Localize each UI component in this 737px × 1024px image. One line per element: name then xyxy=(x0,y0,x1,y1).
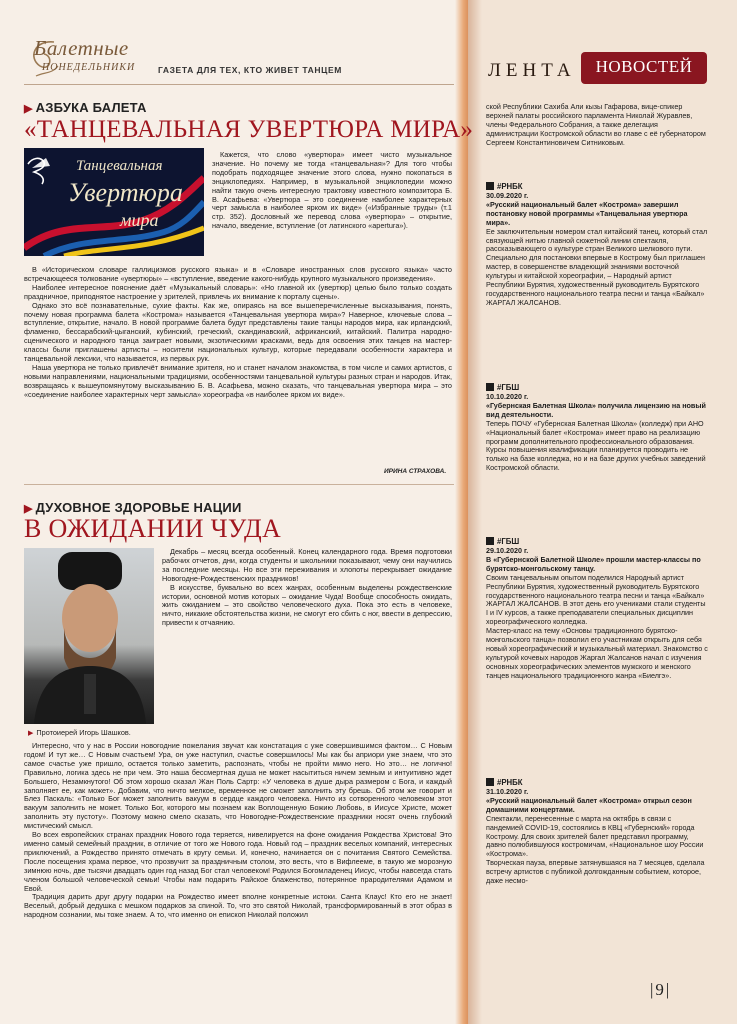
header-rule xyxy=(24,84,454,85)
priest-portrait-graphic xyxy=(24,548,154,724)
news-tag-text: #РНБК xyxy=(497,182,523,191)
news-item xyxy=(486,547,708,681)
triangle-bullet-icon: ▶ xyxy=(28,730,34,737)
news-item-tag xyxy=(486,778,523,787)
article-divider xyxy=(24,484,454,485)
article2-rubric-text: ДУХОВНОЕ ЗДОРОВЬЕ НАЦИИ xyxy=(35,500,242,515)
news-item xyxy=(486,788,708,886)
article2-title: В ОЖИДАНИИ ЧУДА xyxy=(24,514,282,543)
article1-banner-image xyxy=(24,148,204,256)
news-body: Творческая пауза, впервые затянувшаяся на 7 месяцев, сделала встречу артистов с публикой долгожданным событием, которое, даже несмо- xyxy=(486,858,705,886)
article1-title: «ТАНЦЕВАЛЬНАЯ УВЕРТЮРА МИРА» xyxy=(24,116,474,143)
article2-rubric xyxy=(24,500,242,515)
orange-page-edge xyxy=(455,0,469,1024)
article2-paragraph: Во всех европейских странах праздник Нового года теряется, нивелируется на фоне ожидания Рождества Христова! Это именно самый семейный праздник, в отличие от того же Нового года. Новый год – праздник веселых компаний, интересных приключений, а Рождество принято отмечать в кругу семьи. И, конечно, начинается он с почитания Святого Семейства. После посещения храма первое, что прозвучит за праздничным столом, это весть, что в Вифлееме, в такую же морозную зимнюю ночь, две тысячи двадцать один год назад Бог стал человеком! Родился Богомладенец Иисус, чтобы навсегда стать членом большой человеческой семьи! Чтобы нам подарить Райское блаженство, потерянное прародителями Адамом и Евой. xyxy=(24,830,452,893)
photo-caption-text: Протоиерей Игорь Шашков. xyxy=(36,728,131,737)
news-tag-text: #ГБШ xyxy=(497,537,520,546)
photo-caption xyxy=(28,728,131,737)
article2-paragraph: Традиция дарить друг другу подарки на Рождество имеет вполне конкретные истоки. Санта Клаус! Кто его не знает! Веселый, добрый дедушка с мешком подарков за спиной. То, что это святой Николай, трансформированный в этот образ в народном сознании, мы тоже знаем. А то, что именно он епископ Николай положил xyxy=(24,892,452,920)
banner-line2: Увертюра xyxy=(68,178,183,207)
news-item-tag xyxy=(486,537,519,546)
news-feed-word2: НОВОСТЕЙ xyxy=(595,57,693,76)
news-body: Своим танцевальным опытом поделился Народный артист Республики Бурятия, художественный руководитель Бурятского государственного национального театра песни и танца «Байкал» ЖАРГАЛ ЖАЛСАНОВ. В этот день его учениками стали студенты I и IV курсов, а также преподаватели специальных дисциплин хореографического колледжа. xyxy=(486,572,706,627)
news-tag-text: #ГБШ xyxy=(497,383,520,392)
news-feed-header xyxy=(478,48,718,88)
article2-body-bottom xyxy=(24,742,452,920)
article1-paragraph: Наша увертюра не только привлечёт внимание зрителя, но и станет началом знакомства, в том числе и самих артистов, с новыми направлениями, национальными традициями, особенностями танцевальной культуры разных стран и народов. Итак, возвращаясь к вышеупомянутому высказыванию Б. В. Асафьева, можно сказать, что танцевальная увертюра мира – это «соединение наиболее характерных черт замысла» хореографа «в наиболее ярком их виде». xyxy=(24,362,452,399)
news-item xyxy=(486,192,708,308)
article1-body xyxy=(24,266,452,400)
article1-paragraph: Наиболее интересное пояснение даёт «Музыкальный словарь»: «Но главной их (увертюр) целью было только создать праздничное, приподнятое настроение у зрителей, привлечь их внимание к порталу сцены». xyxy=(24,282,452,301)
triangle-bullet-icon: ▶ xyxy=(24,503,33,515)
article1-rubric xyxy=(24,100,147,115)
article1-rubric-text: АЗБУКА БАЛЕТА xyxy=(35,100,147,115)
square-bullet-icon xyxy=(486,778,494,786)
news-headline: В «Губернской Балетной Школе» прошли мастер-классы по бурятско-монгольскому танцу. xyxy=(486,554,701,573)
news-date: 10.10.2020 г. xyxy=(486,392,529,401)
news-date: 31.10.2020 г. xyxy=(486,787,529,796)
article1-paragraph: В «Историческом словаре галлицизмов русского языка» и в «Словаре иностранных слов русского языка» часто встречающееся толкование «увертюры» – «вступление, введение какого-нибудь крупного музыкального произведения». xyxy=(24,265,452,283)
article2-paragraph: Декабрь – месяц всегда особенный. Конец календарного года. Время подготовки рабочих отчетов, дни, когда студенты и школьники показывают, чему они научились за последние месяцы. Но все эти переживания и хлопоты перекрывает ожидание Новогодне-Рождественских праздников! xyxy=(162,547,452,583)
news-item-tag xyxy=(486,182,523,191)
banner-line3: мира xyxy=(120,210,159,230)
news-headline: «Русский национальный балет «Кострома» открыл сезон домашними концертами. xyxy=(486,795,692,814)
logo-line1: Балетные xyxy=(34,36,129,60)
triangle-bullet-icon: ▶ xyxy=(24,103,33,115)
news-tag-text: #РНБК xyxy=(497,778,523,787)
page-number: |9| xyxy=(650,980,672,999)
news-column-shade xyxy=(468,0,482,1024)
news-body: Теперь ПОЧУ «Губернская Балетная Школа» (колледж) при АНО «Национальный балет «Кострома» имеет право на реализацию программ дополнительного профессионального образования. Курсы повышения квалификации планируется проводить не только на базе колледжа, но и на базе других учебных заведений Костромской области. xyxy=(486,418,706,473)
news-item xyxy=(486,393,708,473)
news-body: Мастер-класс на тему «Основы традиционного бурятско-монгольского танца» позволил его участникам открыть для себя новый хореографический и музыкальный материал. Знакомство с культурой кочевых народов Жаргал Жалсанов начал с изучения основных хореографических элементов мужского и женского танцев национального традиционного жанра «Биелгэ». xyxy=(486,626,708,680)
article1-signature: ИРИНА СТРАХОВА. xyxy=(384,468,447,475)
news-date: 29.10.2020 г. xyxy=(486,546,529,555)
news-body: Ее заключительным номером стал китайский танец, который стал связующей нитью главной сюжетной линии спектакля, рассказывающего о культуре стран Великого шелкового пути. Специально для постановки впервые в Кострому был приглашен мастер, в совершенстве владеющий знаниями восточной культуры и китайской хореографии, – Народный артист Республики Бурятия, художественный руководитель Бурятского государственного национального театра песни и танца «Байкал» ЖАРГАЛ ЖАЛСАНОВ. xyxy=(486,226,708,307)
article2-body-top xyxy=(162,548,452,628)
news-intro-text: ской Республики Сахиба Али кызы Гафарова, вице-спикер верхней палаты российского парламента Николай Журавлев, члены Федерального Собрания, а также делегация администрации Костромской области во главе с её губернатором Сергеем Константиновичем Ситниковым. xyxy=(486,102,706,147)
article1-intro xyxy=(212,151,452,231)
priest-portrait-photo xyxy=(24,548,154,724)
article2-paragraph: В искусстве, буквально во всех жанрах, особенным выделены рождественские истории, основной мотив которых – ожидание Чуда! Вообще способность ожидать, жить ожиданием – это свойство человеческого духа. Пока это есть в человеке, ничто, никакие обстоятельства жизни, не смогут его сбить с ног, ввести в депрессию, привести к отчаянию. xyxy=(162,582,452,628)
publication-logo xyxy=(24,36,152,86)
logo-line2: ПОНЕДЕЛЬНИКИ xyxy=(42,62,136,73)
article1-paragraph: Однако это всё познавательные, сухие факты. Как же, опираясь на все вышеперечисленные высказывания, понять, почему новая программа балета «Кострома» называется «Танцевальная увертюра мира»? Наверное, ключевые слова – вступление, открытие, начало. В новой программе балета будут представлены такие танцы народов мира, как ирландский, фламенко, бессарабский-цыганский, кубинский, греческий, скандинавский, африканский, китайский. Палитра народно-сценического и народного танца заиграет новыми, экзотическими красками, ведь для освоения этих танцев на мастер-классы были приглашены артисты – носители национальных культур, которые передавали особенности характера и танцевальной лексики, что называется, из первых рук. xyxy=(24,300,452,364)
news-headline: «Губернская Балетная Школа» получила лицензию на новый вид деятельности. xyxy=(486,400,706,419)
square-bullet-icon xyxy=(486,537,494,545)
article2-paragraph: Интересно, что у нас в России новогодние пожелания звучат как констатация с уже совершившимся фактом… С Новым годом! И тут же… С Новым счастьем! Ура, он уже наступил, счастье совершилось! Мы как бы априори уже знаем, что это самое счастье уже пришло, остается только заметить, распознать, чтобы не пройти мимо него. Но это… не логично! Правильно, логика здесь не при чем. Это наша бессмертная душа не может насытиться ничем земным и интуитивно ждет Большего, Незамкнутого! Об этом хорошо сказал Жан Поль Сартр: «У человека в душе дыра размером с Бога, и каждый заполняет ее, как может». Добавим, что ничто мелкое, временное не сможет заполнить эту брешь. Об этом же говорит и Блез Паскаль: «Только Бог может заполнить вакуум в сердце каждого человека. Ничто из сотворенного человеком этот вакуум заполнить не может. Только Бог, которого мы познаем как Воплощенную Божию Любовь, в Иисусе Христе, может заполнить эту пустоту». Поэтому можно смело сказать, что Новогодне-Рождественские праздники носят очень глубокий мистический смысл. xyxy=(24,741,452,831)
news-headline: «Русский национальный балет «Кострома» завершил постановку новой программы «Танцевальная увертюра мира». xyxy=(486,199,688,227)
news-feed-word1: ЛЕНТА xyxy=(488,60,576,81)
news-intro xyxy=(486,103,708,148)
news-date: 30.09.2020 г. xyxy=(486,191,529,200)
square-bullet-icon xyxy=(486,182,494,190)
tagline: ГАЗЕТА ДЛЯ ТЕХ, КТО ЖИВЕТ ТАНЦЕМ xyxy=(158,65,342,75)
square-bullet-icon xyxy=(486,383,494,391)
news-body: Спектакли, перенесенные с марта на октябрь в связи с пандемией COVID-19, состоялись в КВЦ «Губернский» города Кострому. Для своих зрителей балет представил программу, давно полюбившуюся костромичам, «Национальное шоу России «Кострома». xyxy=(486,813,704,859)
news-item-tag xyxy=(486,383,519,392)
article1-intro-text: Кажется, что слово «увертюра» имеет чисто музыкальное значение. Но почему же тогда «танцевальная»? Для того чтобы подобрать подходящее значение этого слова, нужно покопаться в энциклопедиях. Например, в музыкальной энциклопедии можно найти такую очень интересную трактовку известного композитора Б. В. Асафьева: «Увертюра – это соединение наиболее характерных черт замысла в наиболее ярком их виде» («Избранные труды» (т.1 стр. 352). Дословный же перевод слова «увертюра» – открытие, начало, введение, вступление (от латинского «apertura»). xyxy=(212,150,452,231)
banner-line1: Танцевальная xyxy=(76,158,163,174)
